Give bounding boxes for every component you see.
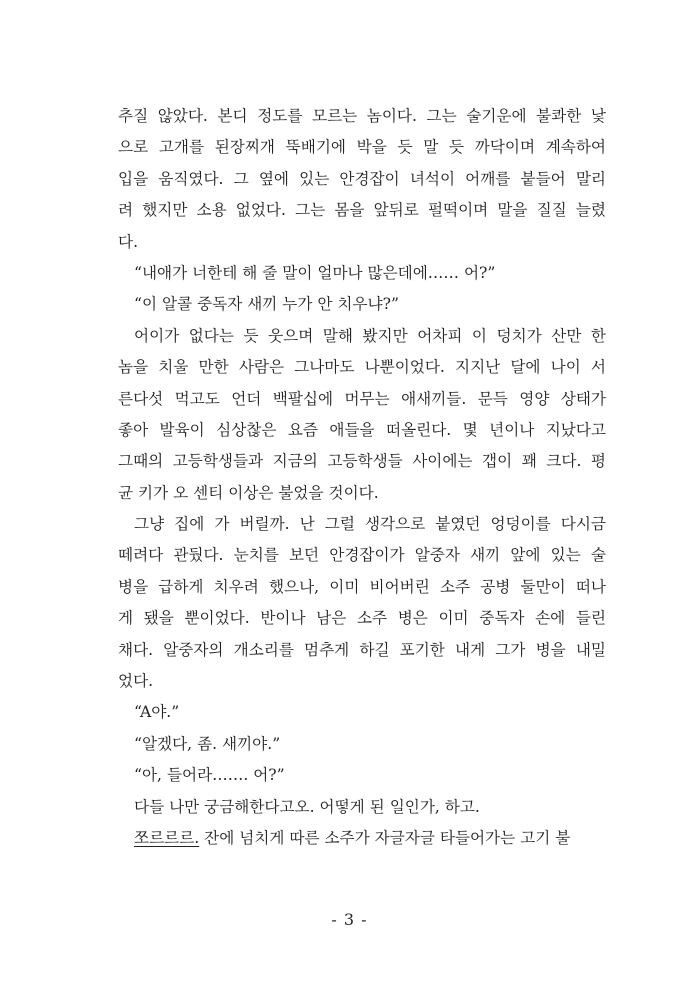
text-line: 다. <box>118 232 139 251</box>
text-line: 그냥 집에 가 버릴까. 난 그럴 생각으로 붙였던 엉덩이를 다시금 <box>134 515 606 534</box>
dialogue-line: “알겠다, 좀. 새끼야.” <box>134 734 281 753</box>
text-line: 균 키가 오 센티 이상은 불었을 것이다. <box>118 483 379 502</box>
dialogue-line: “내애가 너한테 해 줄 말이 얼마나 많은데에…… 어?” <box>134 263 496 282</box>
text-line: 추질 않았다. 본디 정도를 모르는 놈이다. 그는 술기운에 불콰한 낯 <box>118 107 606 125</box>
dialogue-line: “아, 들어라……. 어?” <box>134 766 285 785</box>
text-line: 른다섯 먹고도 언더 백팔십에 머무는 애새끼들. 문득 영양 상태가 <box>118 389 606 408</box>
text-line: 그때의 고등학생들과 지금의 고등학생들 사이에는 갭이 꽤 크다. 평 <box>118 452 606 471</box>
text-line: 게 됐을 뿐이었다. 반이나 남은 소주 병은 이미 중독자 손에 들린 <box>118 609 606 628</box>
text-line: 병을 급하게 치우려 했으나, 이미 비어버린 소주 공병 둘만이 떠나 <box>118 577 606 596</box>
text-line <box>118 823 606 854</box>
dialogue-line: “이 알콜 중독자 새끼 누가 안 치우냐?” <box>134 295 399 314</box>
text-line-rest: 잔에 넘치게 따른 소주가 자글자글 타들어가는 고기 불 <box>199 828 571 847</box>
page-number: - 3 - <box>331 910 368 929</box>
text-line: 입을 움직였다. 그 옆에 있는 안경잡이 녀석이 어깨를 붙들어 말리 <box>118 169 606 188</box>
dialogue-line: “A야.” <box>134 703 180 722</box>
text-line: 려 했지만 소용 없었다. 그는 몸을 앞뒤로 펄떡이며 말을 질질 늘렸 <box>118 201 606 220</box>
text-line: 떼려다 관뒀다. 눈치를 보던 안경잡이가 알중자 새끼 앞에 있는 술 <box>118 546 606 565</box>
text-line: 채다. 알중자의 개소리를 멈추게 하길 포기한 내게 그가 병을 내밀 <box>118 640 606 659</box>
onomatopoeia: 쪼르르르. <box>134 828 200 847</box>
text-line: 어이가 없다는 듯 웃으며 말해 봤지만 어차피 이 덩치가 산만 한 <box>134 326 606 345</box>
document-body <box>118 101 606 854</box>
text-line: 다들 나만 궁금해한다고오. 어떻게 된 일인가, 하고. <box>134 797 480 816</box>
text-line: 놈을 치울 만한 사람은 그나마도 나뿐이었다. 지지난 달에 나이 서 <box>118 358 606 377</box>
text-line: 었다. <box>118 672 154 691</box>
text-line: 좋아 발육이 심상찮은 요즘 애들을 떠올린다. 몇 년이나 지났다고 <box>118 420 606 439</box>
text-line: 으로 고개를 된장찌개 뚝배기에 박을 듯 말 듯 까닥이며 계속하여 <box>118 138 606 157</box>
